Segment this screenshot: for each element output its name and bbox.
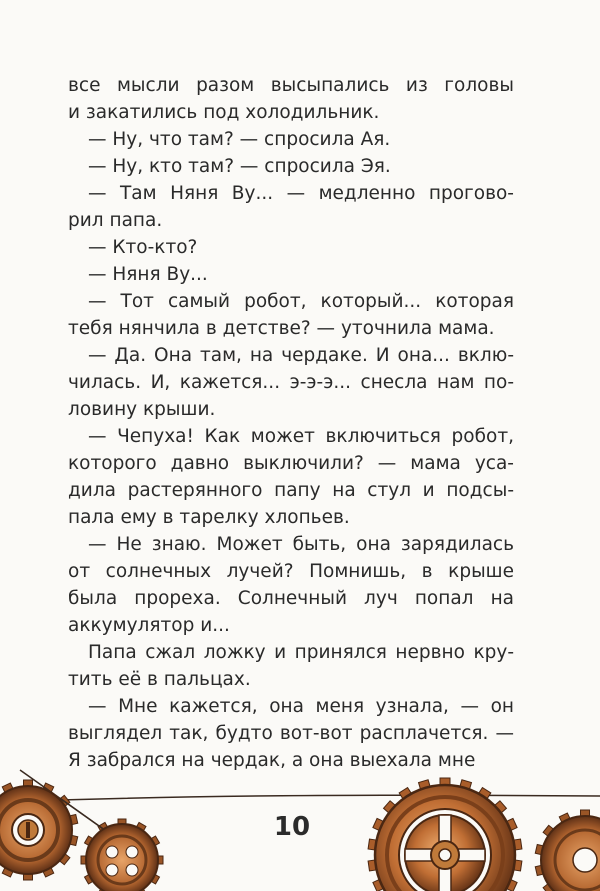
text-line: — Тот самый робот, который... которая xyxy=(88,291,514,312)
text-line: тить её в пальцах. xyxy=(68,669,251,690)
text-line: тебя нянчила в детстве? — уточнила мама. xyxy=(68,318,495,339)
text-line: ловину крыши. xyxy=(68,399,216,420)
text-line: которого давно выключили? — мама уса- xyxy=(68,453,514,474)
text-line: рил папа. xyxy=(68,210,163,231)
text-line: чилась. И, кажется... э-э-э... снесла нам по- xyxy=(68,372,514,393)
text-line: — Там Няня Ву... — медленно прогово- xyxy=(88,183,514,204)
text-line: — Кто-кто? xyxy=(88,237,198,258)
page-number: 10 xyxy=(273,812,311,842)
text-line: — Не знаю. Может быть, она зарядилась xyxy=(88,534,514,555)
text-line: — Чепуха! Как может включиться робот, xyxy=(88,426,514,447)
text-line: Я забрался на чердак, а она выехала мне xyxy=(68,750,476,771)
belt-line xyxy=(60,795,600,800)
text-line: все мысли разом высыпались из головы xyxy=(68,75,514,96)
text-line: дила растерянного папу на стул и подсы- xyxy=(68,480,514,501)
text-line: — Няня Ву... xyxy=(88,264,208,285)
gear-middle xyxy=(86,824,158,891)
gear-right-large xyxy=(375,785,515,891)
body-text xyxy=(68,72,514,774)
text-line: — Мне кажется, она меня узнала, — он xyxy=(88,696,514,717)
text-line: аккумулятор и... xyxy=(68,615,230,636)
text-line: — Да. Она там, на чердаке. И она... вклю- xyxy=(88,345,514,366)
text-line: — Ну, что там? — спросила Ая. xyxy=(88,129,391,150)
text-line: выглядел так, будто вот-вот расплачется. — xyxy=(68,723,514,744)
text-line: от солнечных лучей? Помнишь, в крыше xyxy=(68,561,514,582)
text-line: пала ему в тарелку хлопьев. xyxy=(68,507,350,528)
text-line: Папа сжал ложку и принялся нервно кру- xyxy=(88,642,514,663)
text-line: — Ну, кто там? — спросила Эя. xyxy=(88,156,391,177)
text-line: и закатились под холодильник. xyxy=(68,102,380,123)
text-line: была прореха. Солнечный луч попал на xyxy=(68,588,514,609)
